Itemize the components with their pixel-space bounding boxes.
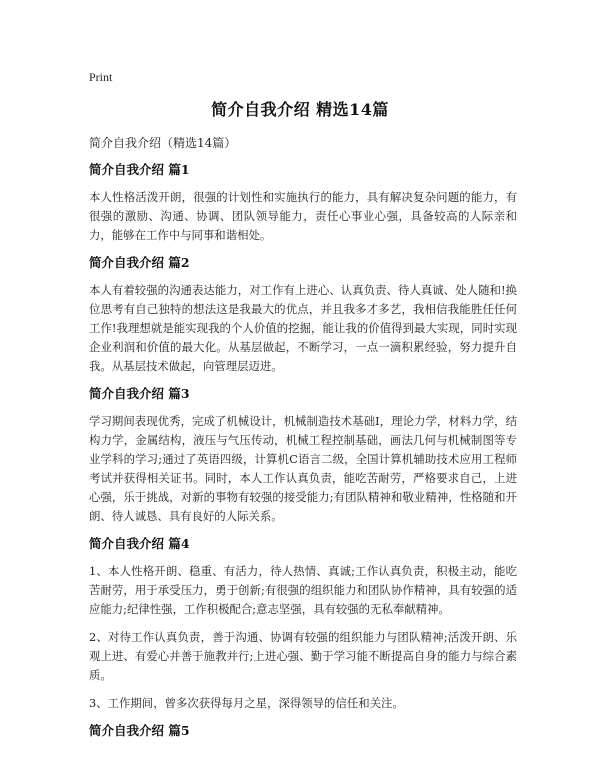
paragraph: 学习期间表现优秀，完成了机械设计，机械制造技术基础I，理论力学，材料力学，结构力学，金属结构，液压与气压传动，机械工程控制基础，画法几何与机械制图等专业学科的学习;通过了英语四级，计算机C语言二级，全国计算机辅助技术应用工程师考试并获得相关证书。同时，本人工作认真负责，能吃苦耐劳，严格要求自己，上进心强，乐于挑战，对新的事物有较强的接受能力;有团队精神和敬业精神，性格随和开朗、待人诚恳、具有良好的人际关系。: [89, 414, 517, 523]
print-link[interactable]: Print: [89, 70, 113, 84]
section-heading: 简介自我介绍 篇3: [89, 386, 190, 401]
paragraph: 本人性格活泼开朗，很强的计划性和实施执行的能力，具有解决复杂问题的能力，有很强的激励、沟通、协调、团队领导能力，责任心事业心强，具备较高的人际亲和力，能够在工作中与同事和谐相处。: [89, 190, 517, 242]
section-heading: 简介自我介绍 篇2: [89, 255, 190, 270]
section-heading: 简介自我介绍 篇5: [89, 723, 190, 738]
paragraph: 本人有着较强的沟通表达能力，对工作有上进心、认真负责、待人真诚、处人随和!换位思考有自己独特的想法这是我最大的优点，并且我多才多艺，我相信我能胜任任何工作!我理想就是能实现我的个人价值的挖掘，能让我的价值得到最大实现，同时实现企业利润和价值的最大化。从基层做起，不断学习，一点一滴积累经验，努力提升自我。从基层技术做起，向管理层迈进。: [89, 283, 517, 373]
section-heading: 简介自我介绍 篇1: [89, 162, 190, 177]
document-subtitle: 简介自我介绍（精选14篇）: [89, 136, 237, 150]
page-title: 简介自我介绍 精选14篇: [211, 100, 389, 119]
section-heading: 简介自我介绍 篇4: [89, 536, 190, 551]
document-body: [89, 134, 517, 749]
paragraph: 2、对待工作认真负责，善于沟通、协调有较强的组织能力与团队精神;活泼开朗、乐观上进、有爱心并善于施教并行;上进心强、勤于学习能不断提高自身的能力与综合素质。: [89, 630, 517, 682]
paragraph: 1、本人性格开朗、稳重、有活力，待人热情、真诚;工作认真负责，积极主动，能吃苦耐劳，用于承受压力，勇于创新;有很强的组织能力和团队协作精神，具有较强的适应能力;纪律性强，工作积极配合;意志坚强，具有较强的无私奉献精神。: [89, 564, 517, 616]
paragraph: 3、工作期间，曾多次获得每月之星，深得领导的信任和关注。: [89, 696, 404, 710]
